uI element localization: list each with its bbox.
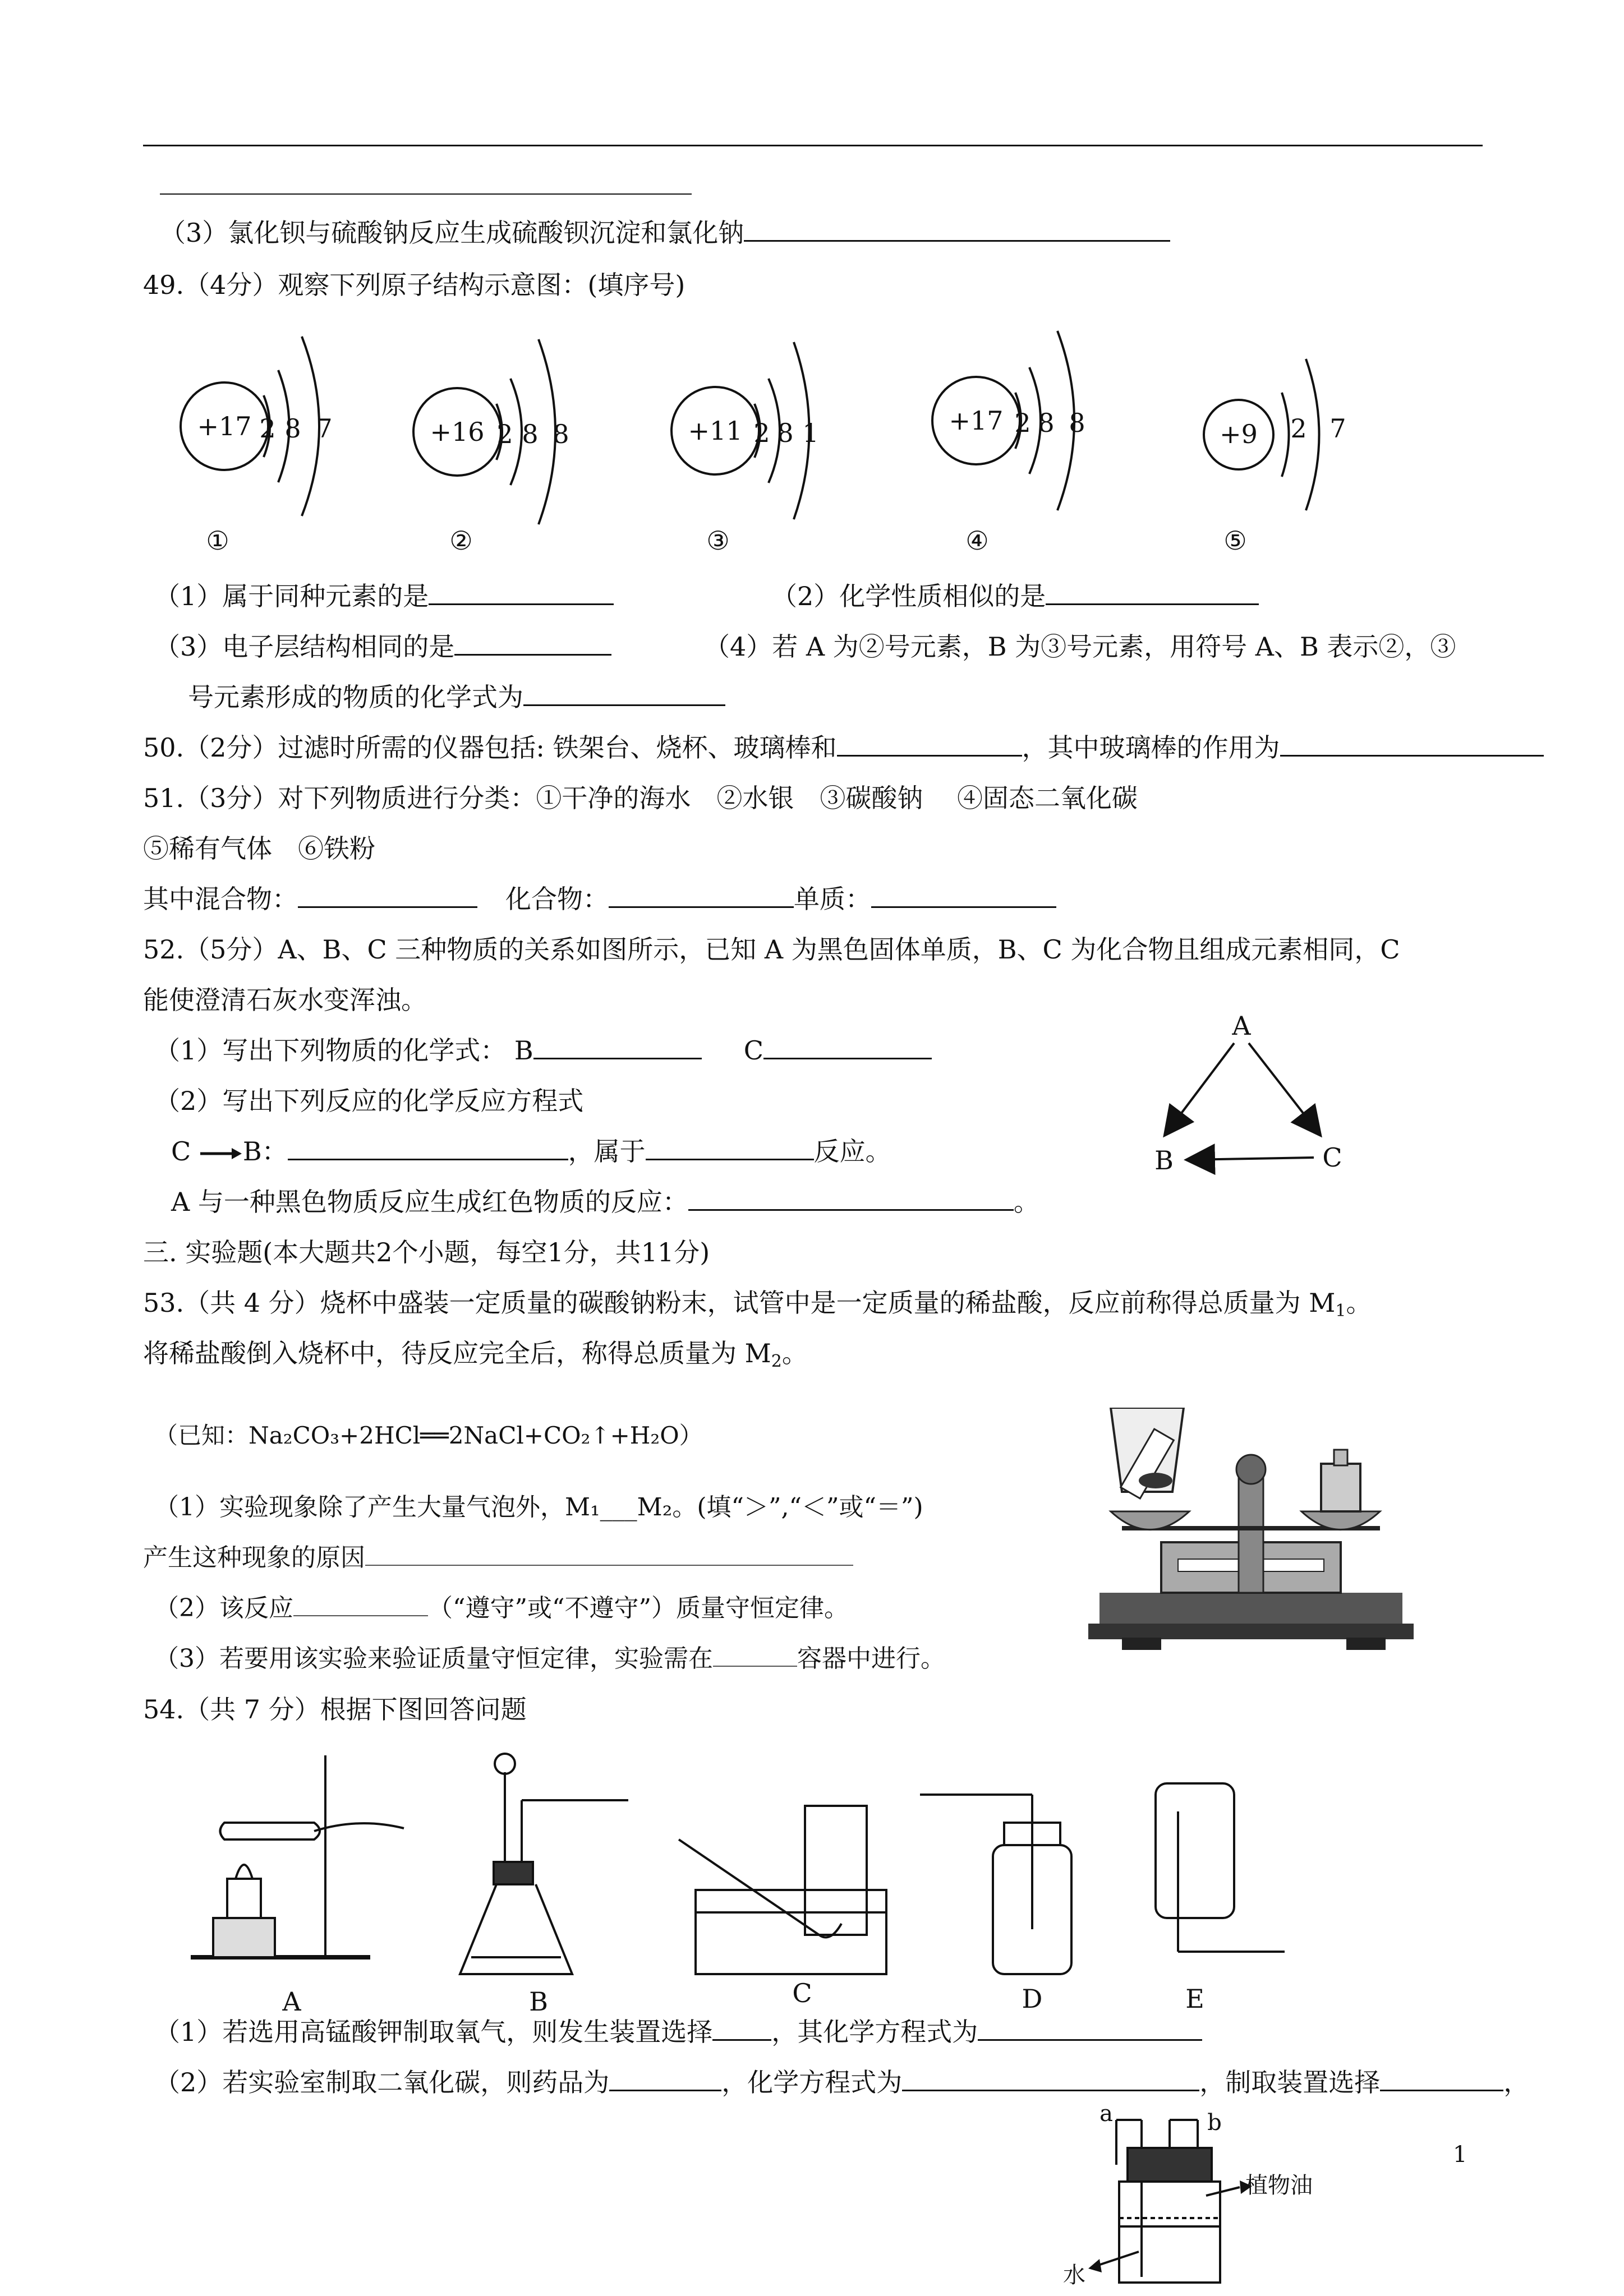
answer-line-48-2 <box>160 193 692 195</box>
q52-blank-eq1[interactable] <box>288 1136 568 1160</box>
q52-p2: （2）写出下列反应的化学反应方程式 <box>154 1086 584 1116</box>
apparatus-label-c: C <box>792 1978 812 2008</box>
lab-apparatus-illustration <box>191 1750 1285 2019</box>
q51-blank-3[interactable] <box>871 884 1056 908</box>
water-label: 水 <box>1063 2262 1085 2288</box>
q49-p2: （2）化学性质相似的是 <box>771 579 1259 613</box>
q50: 50.（2分）过滤时所需的仪器包括: 铁架台、烧杯、玻璃棒和 ，其中玻璃棒的作用为 <box>143 731 1544 764</box>
q49-p4b: 号元素形成的物质的化学式为 <box>188 680 725 714</box>
port-b-label: b <box>1207 2110 1222 2136</box>
oil-water-bottle-figure <box>1043 2109 1358 2294</box>
section-3-title: 三. 实验题(本大题共2个小题，每空1分，共11分) <box>143 1237 710 1267</box>
q53-p2: （2）该反应 （“遵守”或“不遵守”）质量守恒定律。 <box>154 1594 849 1622</box>
balance-base <box>1099 1593 1402 1626</box>
atom-structure-diagrams <box>146 325 1380 566</box>
svg-text:8: 8 <box>777 418 794 448</box>
atom-label-2: ② <box>449 525 473 556</box>
apparatus-label-d: D <box>1022 1984 1043 2014</box>
svg-text:7: 7 <box>316 413 333 444</box>
q53-blank-reason[interactable] <box>365 1542 853 1566</box>
balance-scale-illustration <box>1088 1408 1425 1654</box>
q50-blank-1[interactable] <box>837 732 1022 757</box>
q54-blank-drug[interactable] <box>609 2067 721 2091</box>
arrow-right-icon <box>199 1145 243 1162</box>
abc-relation-diagram <box>1139 1009 1374 1195</box>
svg-text:8: 8 <box>522 419 539 449</box>
q53-b: 将稀盐酸倒入烧杯中，待反应完全后，称得总质量为 $M_2$。 <box>143 1338 808 1371</box>
q51-a: 51.（3分）对下列物质进行分类：①干净的海水 ②水银 ③碳酸钠 ④固态二氧化碳 <box>143 783 1138 813</box>
q49-blank-2[interactable] <box>1046 581 1259 605</box>
q54-blank-eq2[interactable] <box>902 2067 1199 2091</box>
page-number: 1 <box>1453 2142 1467 2168</box>
svg-text:8: 8 <box>284 413 301 444</box>
q51-blank-1[interactable] <box>298 884 477 908</box>
q53-p3: （3）若要用该实验来验证质量守恒定律，实验需在 容器中进行。 <box>154 1644 945 1673</box>
q52-b: 能使澄清石灰水变浑浊。 <box>143 985 427 1015</box>
q53-blank-container[interactable] <box>713 1643 797 1667</box>
svg-text:7: 7 <box>1329 413 1346 444</box>
nucleus-1: +17 <box>197 411 252 441</box>
apparatus-label-a: A <box>282 1986 301 2017</box>
nucleus-4: +17 <box>949 405 1004 436</box>
q51-b: ⑤稀有气体 ⑥铁粉 <box>143 833 375 864</box>
q50-blank-2[interactable] <box>1280 732 1544 757</box>
q53-blank-obey[interactable] <box>293 1593 428 1616</box>
q54-p1: （1）若选用高锰酸钾制取氧气，则发生装置选择 ，其化学方程式为 <box>154 2015 1202 2049</box>
q52-p2a: C B： ，属于 反应。 <box>171 1136 891 1167</box>
atom-label-1: ① <box>206 525 229 556</box>
q53-equation: （已知：Na₂CO₃+2HCl══2NaCl+CO₂↑+H₂O） <box>154 1422 703 1449</box>
svg-text:8: 8 <box>1069 408 1085 438</box>
svg-text:2: 2 <box>496 419 513 449</box>
weight <box>1321 1464 1360 1511</box>
q54-blank-setup[interactable] <box>1380 2067 1503 2091</box>
q48-part3-text: （3）氯化钡与硫酸钠反应生成硫酸钡沉淀和氯化钠 <box>160 218 744 248</box>
svg-text:2: 2 <box>1014 408 1031 438</box>
q52-p2b: A 与一种黑色物质反应生成红色物质的反应： 。 <box>171 1187 1039 1217</box>
q52-blank-type[interactable] <box>646 1136 814 1160</box>
node-a: A <box>1232 1011 1251 1041</box>
q54-title: 54.（共 7 分）根据下图回答问题 <box>143 1694 527 1725</box>
q49-title: 49.（4分）观察下列原子结构示意图：(填序号) <box>143 270 686 300</box>
svg-text:2: 2 <box>259 413 276 444</box>
q49-blank-1[interactable] <box>429 581 614 605</box>
nucleus-5: +9 <box>1220 419 1258 449</box>
q51-c: 其中混合物： 化合物： 单质： <box>143 882 1056 916</box>
q49-blank-4[interactable] <box>523 682 725 706</box>
svg-text:2: 2 <box>753 418 770 448</box>
q54-blank-device[interactable] <box>712 2017 771 2041</box>
apparatus-label-e: E <box>1185 1984 1204 2014</box>
q48-blank[interactable] <box>744 218 1170 242</box>
nucleus-2: +16 <box>430 417 485 447</box>
node-c: C <box>1322 1142 1342 1173</box>
q53-a: 53.（共 4 分）烧杯中盛装一定质量的碳酸钠粉末，试管中是一定质量的稀盐酸，反应前称得总质量为 $M_1$。 <box>143 1288 1372 1321</box>
port-a-label: a <box>1099 2109 1113 2127</box>
q54-p2: （2）若实验室制取二氧化碳，则药品为 ，化学方程式为 ，制取装置选择 ， <box>154 2067 1530 2097</box>
atom-label-3: ③ <box>706 525 730 556</box>
q49-p4a: （4）若 A 为②号元素，B 为③号元素，用符号 A、B 表示②，③ <box>704 631 1456 662</box>
svg-text:1: 1 <box>802 418 819 448</box>
q52-a: 52.（5分）A、B、C 三种物质的关系如图所示，已知 A 为黑色固体单质，B、C 为化合物且组成元素相同，C <box>143 934 1400 965</box>
header-rule <box>143 145 1483 146</box>
svg-text:2: 2 <box>1290 413 1307 444</box>
nucleus-3: +11 <box>688 416 743 446</box>
q53-p1b: 产生这种现象的原因 <box>143 1541 853 1575</box>
q54-blank-eq1[interactable] <box>978 2017 1202 2041</box>
svg-text:8: 8 <box>553 419 569 449</box>
q52-blank-b[interactable] <box>533 1035 702 1059</box>
atom-label-5: ⑤ <box>1223 525 1247 556</box>
q52-blank-c[interactable] <box>763 1035 932 1059</box>
apparatus-label-b: B <box>529 1986 548 2017</box>
q53-p1: （1）实验现象除了产生大量气泡外，M₁___M₂。(填“＞”,“＜”或“＝”) <box>154 1493 923 1522</box>
q51-blank-2[interactable] <box>609 884 794 908</box>
q52-blank-eq2[interactable] <box>688 1187 1014 1211</box>
atom-label-4: ④ <box>965 525 989 556</box>
q48-part3 <box>160 216 1170 250</box>
svg-text:8: 8 <box>1038 408 1055 438</box>
node-b: B <box>1154 1145 1174 1175</box>
oil-label: 植物油 <box>1245 2173 1313 2198</box>
q52-p1: （1）写出下列物质的化学式： B C <box>154 1034 932 1067</box>
q49-blank-3[interactable] <box>454 631 611 656</box>
q49-p1: （1）属于同种元素的是 <box>154 579 614 613</box>
q49-p3: （3）电子层结构相同的是 <box>154 630 611 663</box>
